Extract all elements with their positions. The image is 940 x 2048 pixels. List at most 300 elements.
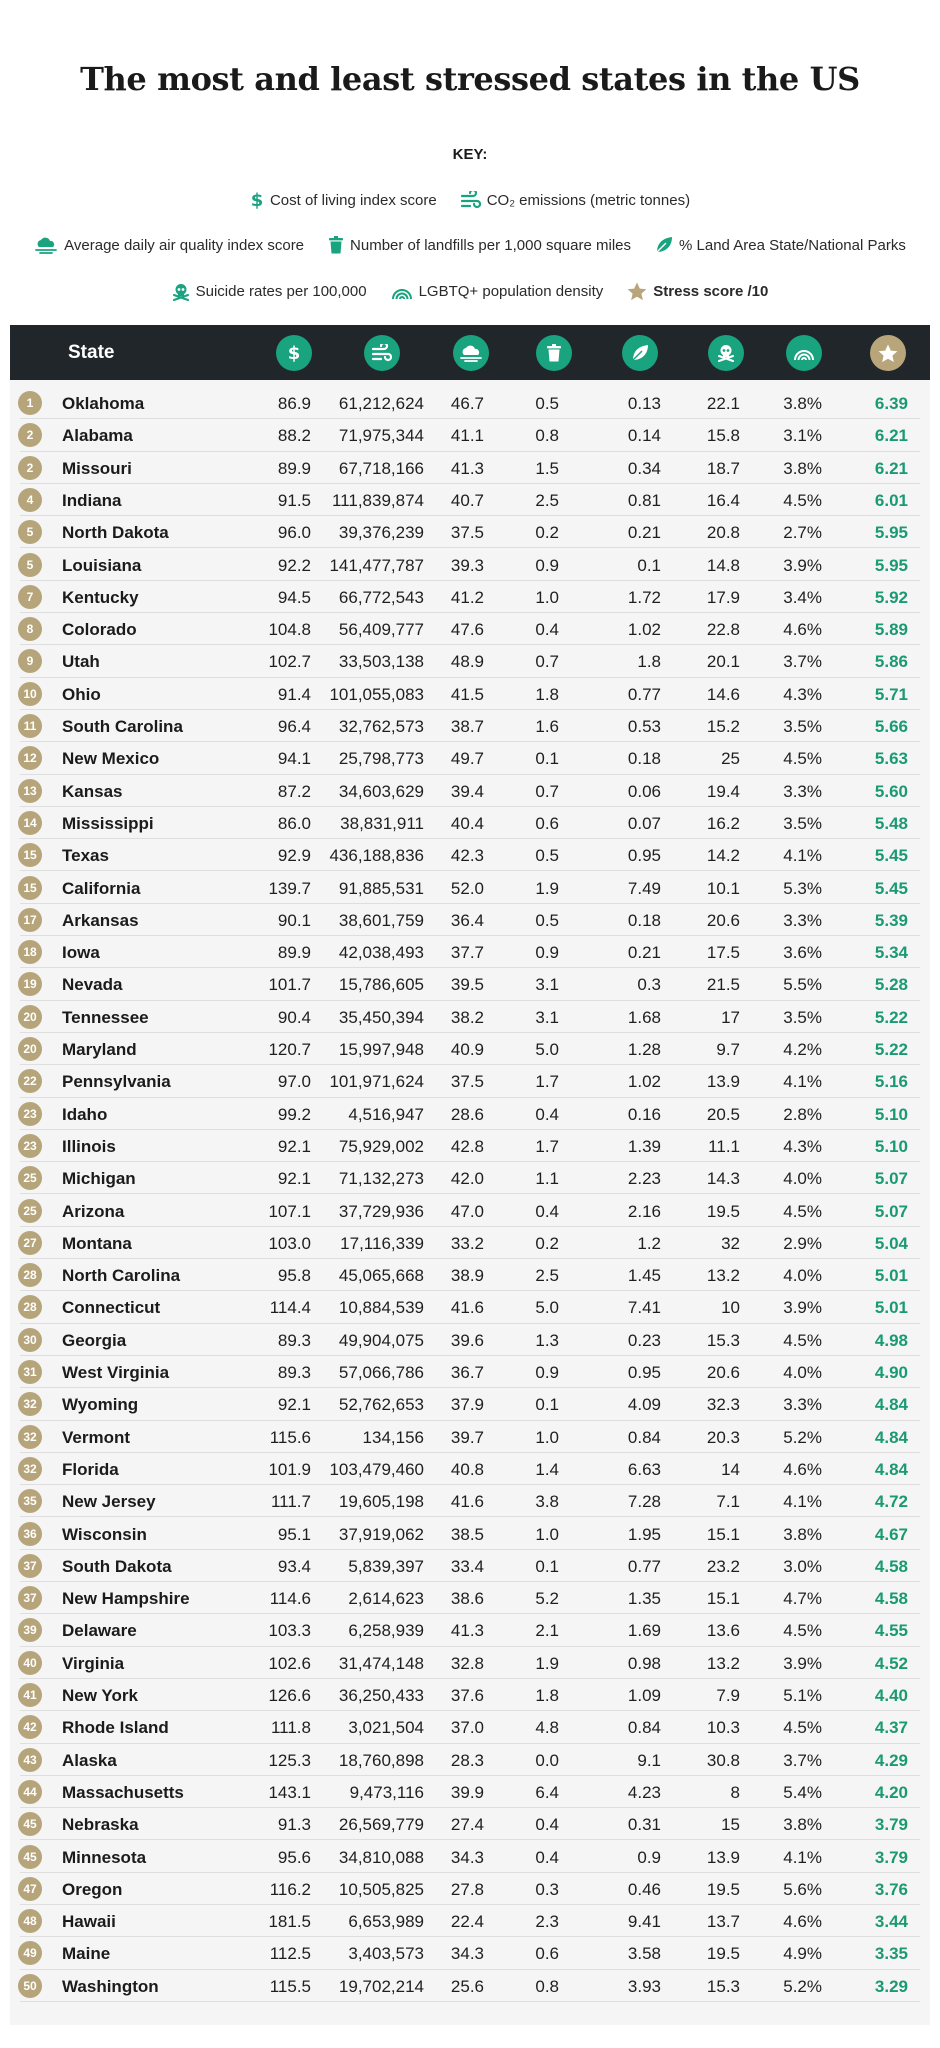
co2-cell: 134,156 — [362, 1427, 424, 1447]
stress-score-cell: 5.92 — [874, 587, 908, 607]
air-quality-cell: 42.3 — [450, 846, 484, 866]
state-name: Colorado — [62, 620, 137, 640]
key-label: Stress score /10 — [653, 283, 769, 300]
cost-cell: 126.6 — [268, 1686, 311, 1705]
table-row — [10, 807, 930, 839]
rank-badge: 31 — [18, 1360, 42, 1384]
lgbtq-cell: 5.3% — [783, 878, 822, 898]
cost-cell: 99.2 — [277, 1104, 311, 1124]
state-name: New Jersey — [62, 1492, 156, 1512]
landfills-cell: 0.1 — [535, 1556, 559, 1576]
rank-badge: 49 — [18, 1941, 42, 1965]
cost-cell: 104.8 — [268, 620, 311, 640]
rank-badge: 22 — [18, 1069, 42, 1093]
co2-cell: 37,919,062 — [338, 1524, 424, 1544]
co2-cell: 17,116,339 — [340, 1233, 424, 1253]
lgbtq-cell: 3.8% — [783, 1815, 822, 1835]
state-name: Illinois — [62, 1136, 116, 1156]
landfills-cell: 3.1 — [535, 1007, 559, 1027]
table-row — [10, 936, 930, 968]
state-name: Oklahoma — [62, 394, 145, 413]
table-row — [10, 1937, 930, 1969]
co2-cell: 2,614,623 — [348, 1589, 424, 1609]
air-quality-cell: 39.3 — [450, 555, 484, 575]
suicide-cell: 16.4 — [706, 490, 740, 510]
state-name: Pennsylvania — [62, 1072, 171, 1092]
rank-badge: 7 — [18, 585, 42, 609]
rank-badge: 36 — [18, 1522, 42, 1546]
key-row — [0, 236, 940, 254]
parks-cell: 0.81 — [627, 490, 661, 510]
air-quality-cell: 41.2 — [450, 587, 484, 607]
air-quality-cell: 37.9 — [450, 1395, 484, 1415]
air-quality-cell: 38.7 — [450, 717, 484, 736]
table-row — [10, 1647, 930, 1679]
suicide-cell: 9.7 — [716, 1040, 740, 1059]
cost-cell: 102.6 — [268, 1653, 311, 1673]
cost-cell: 93.4 — [277, 1556, 311, 1576]
parks-cell: 0.95 — [627, 846, 661, 866]
stress-score-cell: 5.07 — [874, 1201, 908, 1221]
co2-cell: 26,569,779 — [338, 1815, 424, 1835]
landfills-cell: 1.8 — [535, 684, 559, 704]
rank-badge: 40 — [18, 1651, 42, 1675]
state-name: Virginia — [62, 1653, 125, 1673]
state-name: New Mexico — [62, 749, 160, 769]
landfills-cell: 4.8 — [535, 1718, 559, 1738]
landfills-cell: 1.9 — [535, 1653, 559, 1673]
landfills-cell: 6.4 — [535, 1782, 559, 1802]
lgbtq-cell: 3.8% — [783, 458, 822, 478]
landfills-cell: 1.0 — [535, 1524, 559, 1544]
suicide-cell: 15.8 — [706, 426, 740, 446]
state-name: West Virginia — [62, 1363, 170, 1382]
table-row — [10, 1905, 930, 1937]
cost-cell: 91.3 — [277, 1815, 311, 1835]
rank-badge: 23 — [18, 1102, 42, 1126]
state-name: South Carolina — [62, 717, 183, 736]
co2-column-header — [364, 335, 400, 371]
state-name: Nebraska — [62, 1815, 139, 1835]
stress-score-cell: 3.35 — [874, 1944, 908, 1964]
stress-score-cell: 4.98 — [874, 1330, 908, 1350]
co2-cell: 103,479,460 — [329, 1459, 424, 1479]
co2-cell: 18,760,898 — [338, 1750, 424, 1770]
air-quality-cell: 28.3 — [450, 1750, 484, 1770]
stress-score-cell: 5.34 — [874, 943, 908, 963]
stress-score-cell: 5.95 — [874, 523, 908, 543]
stress-score-cell: 6.39 — [874, 394, 908, 413]
lgbtq-cell: 4.1% — [783, 846, 822, 866]
lgbtq-cell: 2.8% — [783, 1104, 822, 1124]
cost-cell: 143.1 — [268, 1782, 311, 1802]
air-quality-cell: 38.2 — [450, 1007, 484, 1027]
state-name: Tennessee — [62, 1007, 149, 1027]
air-quality-cell: 41.5 — [450, 684, 484, 704]
parks-cell: 0.95 — [627, 1363, 661, 1382]
suicide-column-header — [708, 335, 744, 371]
co2-cell: 35,450,394 — [338, 1007, 424, 1027]
suicide-cell: 13.9 — [706, 1847, 740, 1867]
landfills-cell: 5.2 — [535, 1589, 559, 1609]
key-item-air — [34, 236, 304, 254]
suicide-cell: 7.1 — [716, 1492, 740, 1512]
stress-score-cell: 4.90 — [874, 1363, 908, 1382]
co2-cell: 34,603,629 — [338, 781, 424, 801]
table-row — [10, 1744, 930, 1776]
co2-cell: 32,762,573 — [338, 717, 424, 736]
parks-cell: 0.34 — [627, 458, 661, 478]
parks-cell: 0.1 — [637, 555, 661, 575]
stress-score-cell: 5.22 — [874, 1040, 908, 1059]
co2-cell: 3,021,504 — [348, 1718, 424, 1738]
table-row — [10, 775, 930, 807]
rank-badge: 5 — [18, 553, 42, 577]
state-name: Georgia — [62, 1330, 127, 1350]
cost-cell: 103.3 — [268, 1621, 311, 1641]
stress-score-cell: 3.79 — [874, 1847, 908, 1867]
key-item-landfills — [328, 236, 631, 254]
cost-cell: 92.1 — [277, 1395, 311, 1415]
table-header — [10, 325, 930, 380]
rank-badge: 50 — [18, 1974, 42, 1998]
rank-badge: 39 — [18, 1618, 42, 1642]
state-name: Florida — [62, 1459, 119, 1479]
stress-score-cell: 5.16 — [874, 1072, 908, 1092]
landfills-cell: 0.5 — [535, 846, 559, 866]
table-row — [10, 1485, 930, 1517]
rank-badge: 4 — [18, 488, 42, 512]
rank-badge: 27 — [18, 1231, 42, 1255]
suicide-cell: 13.2 — [706, 1266, 740, 1286]
co2-cell: 19,702,214 — [338, 1976, 424, 1996]
key-label: LGBTQ+ population density — [418, 283, 604, 300]
parks-cell: 1.09 — [627, 1686, 661, 1705]
co2-cell: 10,884,539 — [338, 1298, 424, 1318]
co2-cell: 61,212,624 — [338, 394, 424, 413]
landfills-column-header — [536, 335, 572, 371]
suicide-cell: 14.8 — [706, 555, 740, 575]
key-label: Cost of living index score — [269, 191, 437, 209]
co2-cell: 10,505,825 — [338, 1879, 424, 1899]
cost-cell: 95.6 — [277, 1847, 311, 1867]
state-name: Idaho — [62, 1104, 108, 1124]
cost-cell: 91.5 — [277, 490, 311, 510]
key-item-stress — [627, 282, 768, 301]
air-quality-cell: 37.7 — [450, 943, 484, 963]
parks-cell: 0.16 — [627, 1104, 661, 1124]
landfills-cell: 0.5 — [535, 394, 559, 413]
landfills-cell: 0.0 — [535, 1750, 559, 1770]
lgbtq-cell: 4.6% — [783, 1912, 822, 1932]
co2-cell: 9,473,116 — [349, 1782, 424, 1802]
rank-badge: 32 — [18, 1392, 42, 1416]
landfills-cell: 0.2 — [535, 523, 559, 543]
table-row — [10, 1098, 930, 1130]
parks-cell: 7.28 — [627, 1492, 661, 1512]
page-title: The most and least stressed states in the US — [80, 60, 860, 98]
row-divider — [20, 2001, 920, 2002]
co2-cell: 38,601,759 — [338, 910, 424, 930]
landfills-cell: 0.1 — [535, 749, 559, 769]
cost-cell: 120.7 — [268, 1040, 311, 1059]
star-icon — [627, 282, 647, 301]
table-row — [10, 1259, 930, 1291]
air-quality-cell: 39.7 — [450, 1427, 484, 1447]
lgbtq-cell: 5.2% — [783, 1976, 822, 1996]
suicide-cell: 15.2 — [706, 717, 740, 736]
landfills-cell: 0.8 — [535, 426, 559, 446]
suicide-cell: 8 — [730, 1782, 740, 1802]
stress-score-cell: 5.60 — [874, 781, 908, 801]
stress-score-cell: 5.28 — [874, 975, 908, 995]
lgbtq-cell: 3.3% — [783, 781, 822, 801]
lgbtq-cell: 4.1% — [783, 1847, 822, 1867]
air-quality-cell: 34.3 — [450, 1847, 484, 1867]
state-name: Nevada — [62, 975, 123, 995]
rank-badge: 2 — [18, 456, 42, 480]
landfills-cell: 0.6 — [535, 1944, 559, 1964]
suicide-cell: 32 — [721, 1233, 740, 1253]
suicide-cell: 20.6 — [706, 1363, 740, 1382]
cost-cell: 89.9 — [277, 458, 311, 478]
table-row — [10, 1679, 930, 1711]
suicide-cell: 19.5 — [706, 1944, 740, 1964]
table-row — [10, 1970, 930, 2002]
cost-cell: 115.6 — [269, 1427, 311, 1447]
parks-cell: 1.72 — [627, 587, 661, 607]
landfills-cell: 1.7 — [535, 1136, 559, 1156]
stress-score-cell: 5.48 — [874, 813, 908, 833]
lgbtq-cell: 4.5% — [783, 490, 822, 510]
co2-cell: 37,729,936 — [338, 1201, 424, 1221]
landfills-cell: 0.6 — [535, 813, 559, 833]
stress-score-cell: 4.58 — [874, 1589, 908, 1609]
state-column-header: State — [68, 342, 115, 363]
co2-cell: 5,839,397 — [348, 1556, 424, 1576]
suicide-cell: 17.5 — [706, 943, 740, 963]
key-item-suicide — [172, 283, 367, 301]
state-name: Washington — [62, 1976, 159, 1996]
suicide-cell: 20.1 — [706, 652, 740, 672]
parks-cell: 2.23 — [627, 1169, 661, 1189]
rank-badge: 32 — [18, 1425, 42, 1449]
parks-cell: 1.68 — [627, 1007, 661, 1027]
key-label: CO₂ emissions (metric tonnes) — [486, 191, 691, 209]
cost-column-header — [276, 335, 312, 371]
parks-cell: 4.09 — [627, 1395, 661, 1415]
lgbtq-cell: 4.5% — [783, 1201, 822, 1221]
rank-badge: 30 — [18, 1328, 42, 1352]
air-quality-cell: 40.9 — [450, 1040, 484, 1059]
state-name: Michigan — [62, 1169, 136, 1189]
co2-cell: 75,929,002 — [338, 1136, 424, 1156]
stress-score-cell: 5.71 — [874, 684, 908, 704]
rank-badge: 14 — [18, 811, 42, 835]
parks-cell: 0.07 — [627, 813, 661, 833]
cost-cell: 92.9 — [277, 846, 311, 866]
lgbtq-cell: 3.5% — [783, 1007, 822, 1027]
leaf-icon — [655, 236, 673, 254]
stress-score-cell: 5.39 — [874, 910, 908, 930]
parks-cell: 1.39 — [627, 1136, 661, 1156]
parks-cell: 0.31 — [627, 1815, 661, 1835]
table-row — [10, 1033, 930, 1065]
co2-cell: 3,403,573 — [348, 1944, 424, 1964]
table-row — [10, 645, 930, 677]
table-row — [10, 1873, 930, 1905]
suicide-cell: 10.1 — [706, 878, 740, 898]
cost-cell: 89.3 — [277, 1363, 311, 1382]
air-quality-cell: 49.7 — [450, 749, 484, 769]
svg-text:$: $ — [250, 190, 264, 210]
lgbtq-cell: 4.1% — [783, 1492, 822, 1512]
table-row — [10, 1324, 930, 1356]
dollar-icon — [250, 190, 264, 210]
rank-badge: 18 — [18, 940, 42, 964]
parks-cell: 2.16 — [627, 1201, 661, 1221]
suicide-cell: 14.2 — [706, 846, 740, 866]
state-name: New York — [62, 1686, 138, 1705]
lgbtq-cell: 4.0% — [783, 1169, 822, 1189]
stress-score-cell: 5.07 — [874, 1169, 908, 1189]
air-quality-cell: 42.8 — [450, 1136, 484, 1156]
rank-badge: 47 — [18, 1877, 42, 1901]
co2-cell: 34,810,088 — [338, 1847, 424, 1867]
suicide-cell: 14.3 — [706, 1169, 740, 1189]
cost-cell: 90.4 — [277, 1007, 311, 1027]
landfills-cell: 2.3 — [535, 1912, 559, 1932]
table-row — [10, 742, 930, 774]
landfills-cell: 5.0 — [535, 1298, 559, 1318]
air-quality-cell: 36.7 — [450, 1363, 484, 1382]
state-name: Arkansas — [62, 910, 139, 930]
stress-score-cell: 5.22 — [874, 1007, 908, 1027]
rank-badge: 37 — [18, 1586, 42, 1610]
rank-badge: 37 — [18, 1554, 42, 1578]
lgbtq-cell: 4.7% — [783, 1589, 822, 1609]
key-label: Average daily air quality index score — [64, 236, 305, 254]
parks-cell: 1.35 — [627, 1589, 661, 1609]
svg-text:$: $ — [287, 343, 301, 363]
stress-score-cell: 5.10 — [874, 1136, 908, 1156]
lgbtq-cell: 3.5% — [783, 813, 822, 833]
lgbtq-cell: 5.4% — [783, 1782, 822, 1802]
air-quality-cell: 52.0 — [450, 878, 484, 898]
rank-badge: 11 — [18, 714, 42, 738]
table-row — [10, 1614, 930, 1646]
air-quality-cell: 37.0 — [450, 1718, 484, 1738]
parks-cell: 3.93 — [627, 1976, 661, 1996]
parks-cell: 1.02 — [627, 620, 661, 640]
table-row — [10, 1195, 930, 1227]
air-quality-cell: 33.2 — [450, 1233, 484, 1253]
skull-icon — [172, 283, 190, 301]
skull-icon — [717, 344, 735, 362]
co2-cell: 45,065,668 — [338, 1266, 424, 1286]
parks-cell: 0.9 — [637, 1847, 661, 1867]
landfills-cell: 0.9 — [535, 555, 559, 575]
co2-cell: 101,971,624 — [329, 1072, 424, 1092]
state-name: Kansas — [62, 781, 123, 801]
table-row — [10, 1130, 930, 1162]
table-row — [10, 968, 930, 1000]
parks-cell: 0.21 — [627, 523, 661, 543]
landfills-cell: 0.7 — [535, 781, 559, 801]
rank-badge: 9 — [18, 649, 42, 673]
air-quality-cell: 39.6 — [450, 1330, 484, 1350]
cost-cell: 114.6 — [269, 1589, 311, 1609]
lgbtq-cell: 3.5% — [783, 717, 822, 736]
cost-cell: 112.5 — [269, 1944, 311, 1964]
air-quality-cell: 41.6 — [450, 1298, 484, 1318]
stress-score-cell: 5.04 — [874, 1233, 908, 1253]
cloud-icon — [459, 344, 483, 362]
parks-cell: 0.98 — [627, 1653, 661, 1673]
parks-cell: 0.46 — [627, 1879, 661, 1899]
suicide-cell: 22.8 — [706, 620, 740, 640]
table-row — [10, 452, 930, 484]
table-row — [10, 516, 930, 548]
air-quality-cell: 39.4 — [450, 781, 484, 801]
cost-cell: 101.9 — [268, 1459, 311, 1479]
stress-score-cell: 6.21 — [874, 426, 908, 446]
stress-score-cell: 4.84 — [874, 1427, 908, 1447]
rank-badge: 19 — [18, 972, 42, 996]
table-row — [10, 581, 930, 613]
stress-table — [10, 325, 930, 2025]
landfills-cell: 0.4 — [535, 1104, 559, 1124]
landfills-cell: 0.1 — [535, 1395, 559, 1415]
landfills-cell: 1.9 — [535, 878, 559, 898]
stress-score-cell: 5.95 — [874, 555, 908, 575]
co2-cell: 436,188,836 — [329, 846, 424, 866]
suicide-cell: 17 — [721, 1007, 740, 1027]
lgbtq-cell: 4.0% — [783, 1266, 822, 1286]
star-icon — [878, 344, 898, 363]
co2-cell: 15,997,948 — [338, 1040, 424, 1059]
co2-cell: 52,762,653 — [338, 1395, 424, 1415]
rank-badge: 48 — [18, 1909, 42, 1933]
suicide-cell: 19.5 — [706, 1879, 740, 1899]
trash-icon — [328, 236, 344, 254]
stress-score-cell: 5.66 — [874, 717, 908, 736]
lgbtq-cell: 4.2% — [783, 1040, 822, 1059]
cost-cell: 95.1 — [277, 1524, 311, 1544]
landfills-cell: 1.0 — [535, 587, 559, 607]
parks-cell: 0.18 — [627, 749, 661, 769]
lgbtq-cell: 4.5% — [783, 1621, 822, 1641]
lgbtq-cell: 3.3% — [783, 1395, 822, 1415]
key-item-lgbtq — [391, 283, 604, 300]
state-name: Massachusetts — [62, 1782, 184, 1802]
key-row — [0, 282, 940, 301]
rank-badge: 15 — [18, 843, 42, 867]
state-name: Kentucky — [62, 587, 139, 607]
state-name: Connecticut — [62, 1298, 161, 1318]
rank-badge: 20 — [18, 1005, 42, 1029]
suicide-cell: 20.5 — [706, 1104, 740, 1124]
table-row — [10, 872, 930, 904]
rank-badge: 2 — [18, 423, 42, 447]
state-name: Alaska — [62, 1750, 117, 1770]
suicide-cell: 21.5 — [706, 975, 740, 995]
co2-cell: 36,250,433 — [338, 1686, 424, 1705]
state-name: Wyoming — [62, 1395, 139, 1415]
table-row — [10, 839, 930, 871]
lgbtq-cell: 3.3% — [783, 910, 822, 930]
parks-cell: 0.14 — [627, 426, 661, 446]
